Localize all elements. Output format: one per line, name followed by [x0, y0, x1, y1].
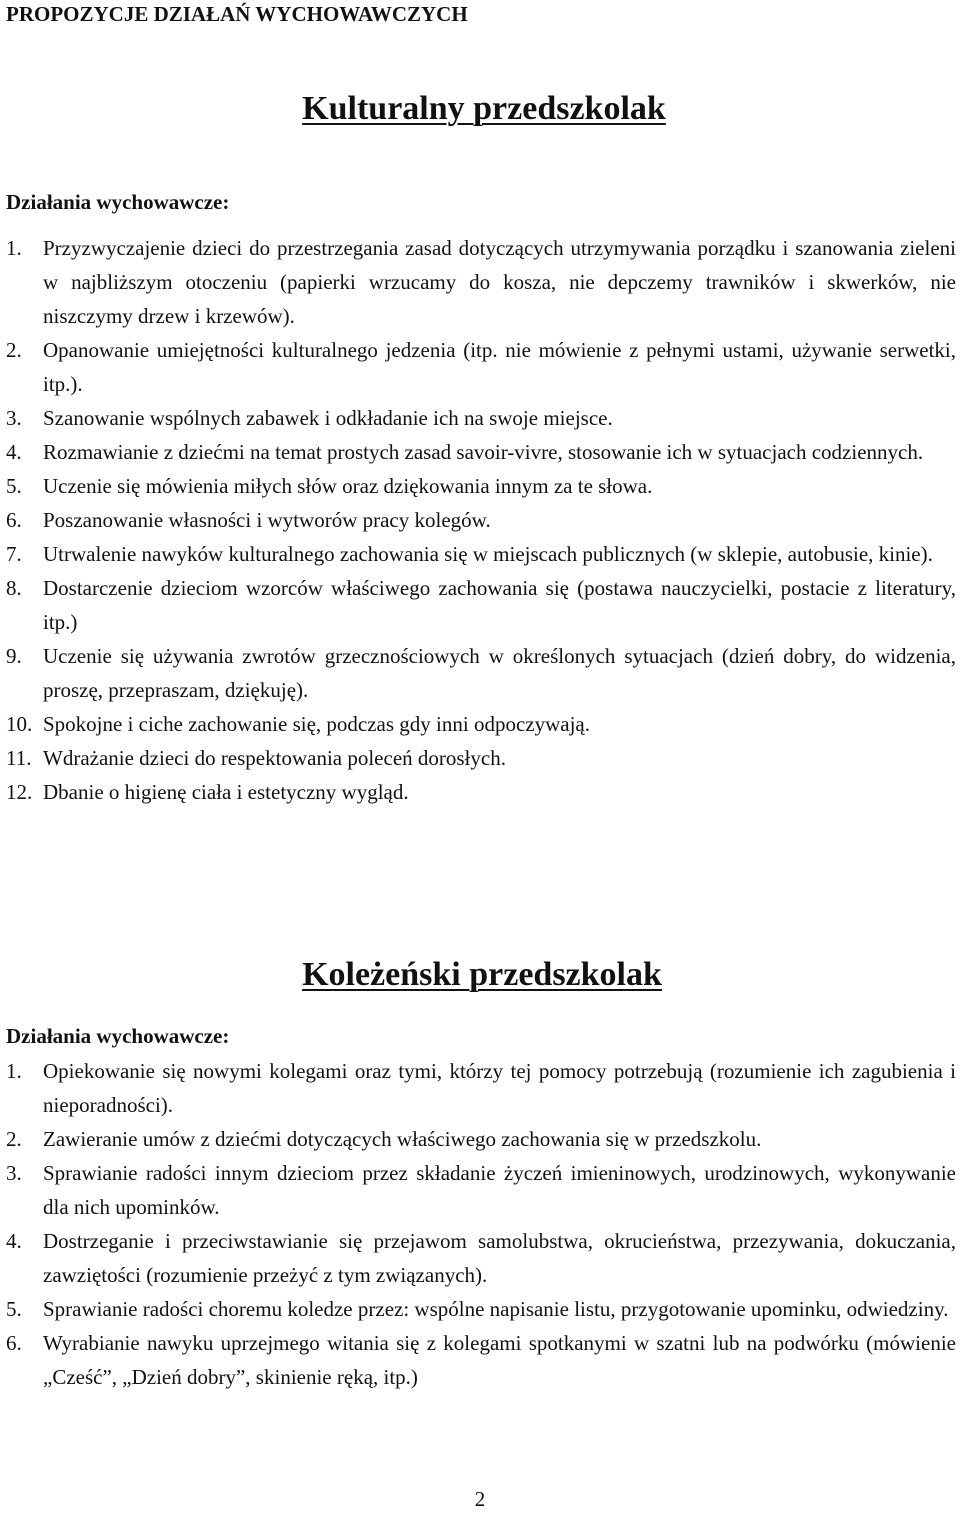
- list-item: [0, 469, 960, 503]
- item-text: Dostrzeganie i przeciwstawianie się przejawom samolubstwa, okrucieństwa, przezywania, dokuczania, zawziętości (rozumienie przeżyć z tym związanych).: [43, 1229, 956, 1287]
- item-number: 12.: [6, 780, 33, 804]
- item-text: Dostarczenie dzieciom wzorców właściwego zachowania się (postawa nauczycielki, postacie z literatury, itp.): [43, 576, 956, 634]
- action-list-kolezenski: [0, 1054, 960, 1394]
- list-item: [0, 1054, 960, 1122]
- item-text: Sprawianie radości innym dzieciom przez składanie życzeń imieninowych, urodzinowych, wykonywanie dla nich upominków.: [43, 1161, 956, 1219]
- item-text: Spokojne i ciche zachowanie się, podczas gdy inni odpoczywają.: [43, 712, 590, 736]
- item-text: Poszanowanie własności i wytworów pracy kolegów.: [43, 508, 491, 532]
- item-text: Dbanie o higienę ciała i estetyczny wygląd.: [43, 780, 409, 804]
- item-number: 6.: [6, 508, 22, 532]
- item-text: Szanowanie wspólnych zabawek i odkładanie ich na swoje miejsce.: [43, 406, 613, 430]
- item-number: 8.: [6, 576, 22, 600]
- section-subheading: Działania wychowawcze:: [6, 190, 230, 214]
- section-title-kolezenski: Koleżeński przedszkolak: [302, 956, 662, 993]
- item-text: Wdrażanie dzieci do respektowania poleceń dorosłych.: [43, 746, 506, 770]
- list-item: [0, 401, 960, 435]
- item-number: 5.: [6, 1297, 22, 1321]
- item-text: Uczenie się mówienia miłych słów oraz dziękowania innym za te słowa.: [43, 474, 653, 498]
- action-list-kulturalny: [0, 231, 960, 809]
- list-item: [0, 707, 960, 741]
- list-item: [0, 639, 960, 707]
- list-item: [0, 741, 960, 775]
- item-text: Opanowanie umiejętności kulturalnego jedzenia (itp. nie mówienie z pełnymi ustami, używanie serwetki, itp.).: [43, 338, 956, 396]
- item-number: 11.: [6, 746, 32, 770]
- item-number: 3.: [6, 1161, 22, 1185]
- item-number: 6.: [6, 1331, 22, 1355]
- item-number: 4.: [6, 440, 22, 464]
- item-text: Sprawianie radości choremu koledze przez: wspólne napisanie listu, przygotowanie upominku, odwiedziny.: [43, 1297, 949, 1321]
- list-item: [0, 1326, 960, 1394]
- item-number: 1.: [6, 236, 22, 260]
- list-item: [0, 1224, 960, 1292]
- item-number: 9.: [6, 644, 22, 668]
- item-text: Wyrabianie nawyku uprzejmego witania się z kolegami spotkanymi w szatni lub na podwórku (mówienie „Cześć”, „Dzień dobry”, skinienie ręką, itp.): [43, 1331, 956, 1389]
- list-item: [0, 1122, 960, 1156]
- document-header: PROPOZYCJE DZIAŁAŃ WYCHOWAWCZYCH: [6, 2, 468, 26]
- list-item: [0, 1156, 960, 1224]
- list-item: [0, 435, 960, 469]
- item-text: Opiekowanie się nowymi kolegami oraz tymi, którzy tej pomocy potrzebują (rozumienie ich zagubienia i nieporadności).: [43, 1059, 956, 1117]
- list-item: [0, 333, 960, 401]
- item-number: 1.: [6, 1059, 22, 1083]
- list-item: [0, 571, 960, 639]
- item-number: 4.: [6, 1229, 22, 1253]
- list-item: [0, 1292, 960, 1326]
- item-text: Przyzwyczajenie dzieci do przestrzegania zasad dotyczących utrzymywania porządku i szanowania zieleni w najbliższym otoczeniu (papierki wrzucamy do kosza, nie depczemy trawników i skwerków, nie niszczymy drzew i krzewów).: [43, 236, 956, 328]
- list-item: [0, 775, 960, 809]
- list-item: [0, 503, 960, 537]
- item-text: Utrwalenie nawyków kulturalnego zachowania się w miejscach publicznych (w sklepie, autobusie, kinie).: [43, 542, 933, 566]
- item-number: 2.: [6, 338, 22, 362]
- item-text: Rozmawianie z dziećmi na temat prostych zasad savoir-vivre, stosowanie ich w sytuacjach codziennych.: [43, 440, 924, 464]
- page-number: 2: [474, 1487, 486, 1511]
- list-item: [0, 537, 960, 571]
- item-number: 10.: [6, 712, 33, 736]
- section-subheading: Działania wychowawcze:: [6, 1024, 230, 1048]
- item-number: 2.: [6, 1127, 22, 1151]
- item-number: 7.: [6, 542, 22, 566]
- item-text: Uczenie się używania zwrotów grzecznościowych w określonych sytuacjach (dzień dobry, do widzenia, proszę, przepraszam, dziękuję).: [43, 644, 956, 702]
- list-item: [0, 231, 960, 333]
- section-title-kulturalny: Kulturalny przedszkolak: [302, 90, 666, 127]
- item-text: Zawieranie umów z dziećmi dotyczących właściwego zachowania się w przedszkolu.: [43, 1127, 762, 1151]
- item-number: 3.: [6, 406, 22, 430]
- item-number: 5.: [6, 474, 22, 498]
